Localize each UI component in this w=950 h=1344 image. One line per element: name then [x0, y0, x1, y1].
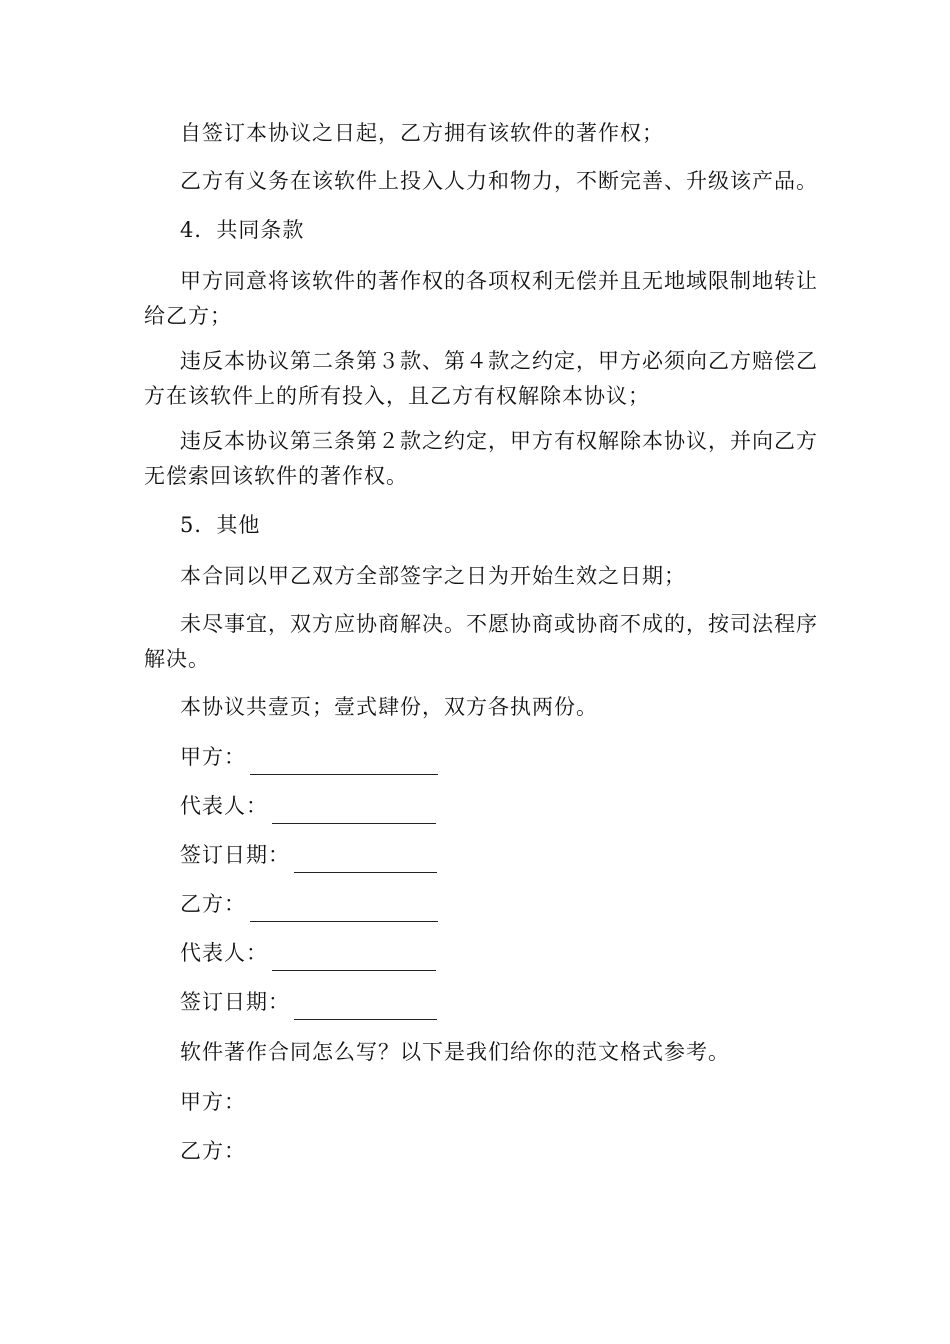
signature-line — [294, 993, 437, 1020]
signature-party-b — [180, 887, 438, 922]
signature-label: 甲方： — [180, 745, 246, 769]
section-heading-common-terms: 4．共同条款 — [180, 218, 305, 242]
signature-party-a — [180, 740, 438, 775]
paragraph-copies: 本协议共壹页；壹式肆份，双方各执两份。 — [180, 695, 598, 719]
section-heading-other: 5．其他 — [180, 513, 261, 537]
paragraph-transfer-rights: 甲方同意将该软件的著作权的各项权利无偿并且无地域限制地转让给乙方； — [144, 269, 818, 328]
signature-label: 签订日期： — [180, 990, 290, 1014]
signature-label: 乙方： — [180, 892, 246, 916]
paragraph-template-intro: 软件著作合同怎么写？以下是我们给你的范文格式参考。 — [180, 1040, 730, 1064]
signature-label: 代表人： — [180, 794, 268, 818]
signature-label: 代表人： — [180, 941, 268, 965]
signature-representative-a — [180, 789, 436, 824]
signature-line — [272, 797, 436, 824]
paragraph-effective-date: 本合同以甲乙双方全部签字之日为开始生效之日期； — [180, 564, 686, 588]
signature-line — [250, 895, 438, 922]
signature-line — [294, 846, 437, 873]
paragraph-copyright-from-signing: 自签订本协议之日起，乙方拥有该软件的著作权； — [180, 121, 664, 145]
paragraph-unresolved-matters: 未尽事宜，双方应协商解决。不愿协商或协商不成的，按司法程序解决。 — [144, 612, 818, 671]
closing-party-a: 甲方： — [180, 1090, 246, 1114]
paragraph-breach-article-two: 违反本协议第二条第３款、第４款之约定，甲方必须向乙方赔偿乙方在该软件上的所有投入，且乙方有权解除本协议； — [144, 349, 818, 408]
signature-line — [272, 944, 436, 971]
paragraph-breach-article-three: 违反本协议第三条第２款之约定，甲方有权解除本协议，并向乙方无偿索回该软件的著作权。 — [144, 429, 818, 488]
signature-line — [250, 748, 438, 775]
signature-date-a — [180, 838, 437, 873]
signature-representative-b — [180, 936, 436, 971]
signature-date-b — [180, 985, 437, 1020]
signature-label: 签订日期： — [180, 843, 290, 867]
closing-party-b: 乙方： — [180, 1139, 246, 1163]
paragraph-party-b-obligation: 乙方有义务在该软件上投入人力和物力，不断完善、升级该产品。 — [180, 169, 818, 193]
